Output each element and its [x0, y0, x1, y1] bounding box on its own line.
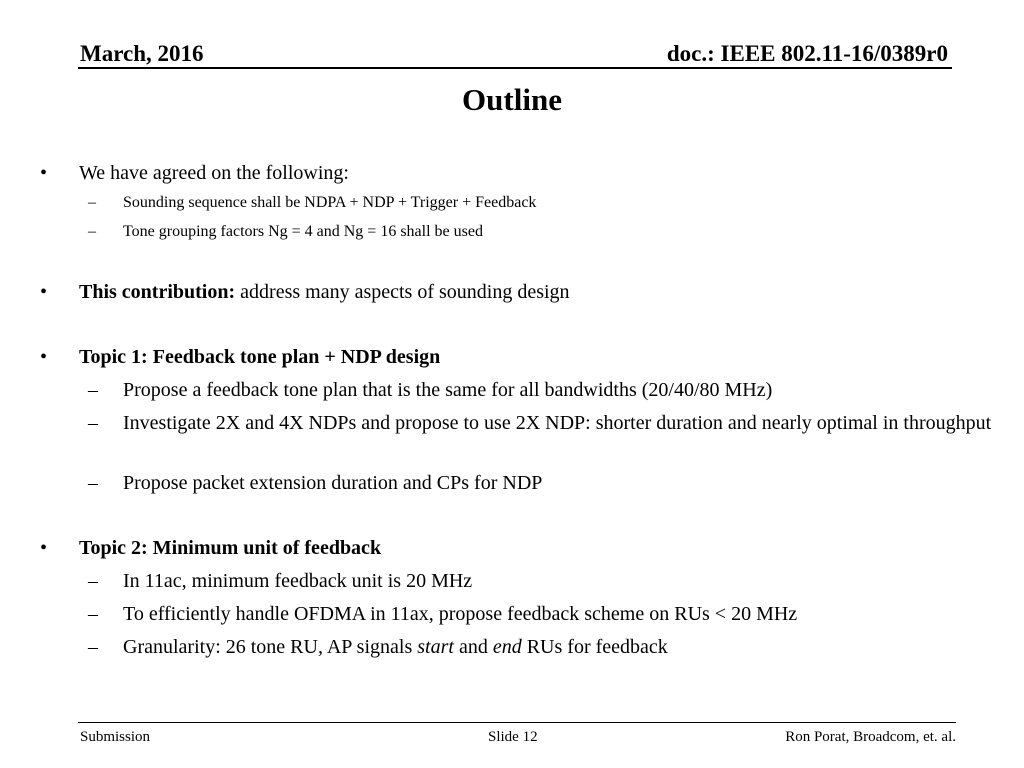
topic1-label: Topic 1: Feedback tone plan + NDP design: [79, 346, 441, 368]
bullet-topic2: [79, 535, 381, 561]
sub-item: Sounding sequence shall be NDPA + NDP + Trigger + Feedback: [123, 194, 537, 211]
dash-icon: –: [88, 603, 98, 625]
granularity-end: end: [492, 636, 522, 658]
sub-item-granularity: [123, 634, 1003, 660]
header-date: March, 2016: [80, 41, 204, 66]
granularity-mid: and: [453, 636, 493, 658]
header-doc-id: doc.: IEEE 802.11-16/0389r0: [666, 41, 948, 66]
dash-icon: –: [88, 194, 96, 211]
bullet-icon: •: [40, 162, 48, 184]
dash-icon: –: [88, 223, 96, 240]
dash-icon: –: [88, 412, 98, 434]
sub-item: Propose packet extension duration and CPs for NDP: [123, 472, 543, 494]
bullet-topic1: [79, 344, 440, 370]
dash-icon: –: [88, 570, 98, 592]
sub-item: Investigate 2X and 4X NDPs and propose to use 2X NDP: shorter duration and nearly optimal in throughput: [123, 412, 992, 434]
footer-author: Ron Porat, Broadcom, et. al.: [785, 729, 956, 745]
footer-divider: [78, 722, 956, 723]
sub-item: In 11ac, minimum feedback unit is 20 MHz: [123, 570, 473, 592]
bullet-icon: •: [40, 281, 48, 303]
sub-item: To efficiently handle OFDMA in 11ax, propose feedback scheme on RUs < 20 MHz: [123, 603, 798, 625]
dash-icon: –: [88, 472, 98, 494]
granularity-post: RUs for feedback: [521, 636, 668, 658]
bullet-icon: •: [40, 537, 48, 559]
bullet-icon: •: [40, 346, 48, 368]
bullet-contribution: [79, 279, 570, 305]
sub-item: Propose a feedback tone plan that is the same for all bandwidths (20/40/80 MHz): [123, 379, 773, 401]
slide-title: Outline: [462, 82, 562, 117]
topic2-label: Topic 2: Minimum unit of feedback: [79, 537, 382, 559]
contribution-text: address many aspects of sounding design: [235, 281, 570, 303]
footer-submission: Submission: [80, 729, 151, 745]
bullet-agreed: We have agreed on the following:: [79, 162, 349, 184]
footer-slide-number: Slide 12: [488, 729, 538, 745]
granularity-pre: Granularity: 26 tone RU, AP signals: [123, 636, 418, 658]
dash-icon: –: [88, 379, 98, 401]
sub-item: Tone grouping factors Ng = 4 and Ng = 16 shall be used: [123, 223, 483, 240]
contribution-label: This contribution:: [79, 281, 236, 303]
granularity-start: start: [417, 636, 454, 658]
dash-icon: –: [88, 636, 98, 658]
